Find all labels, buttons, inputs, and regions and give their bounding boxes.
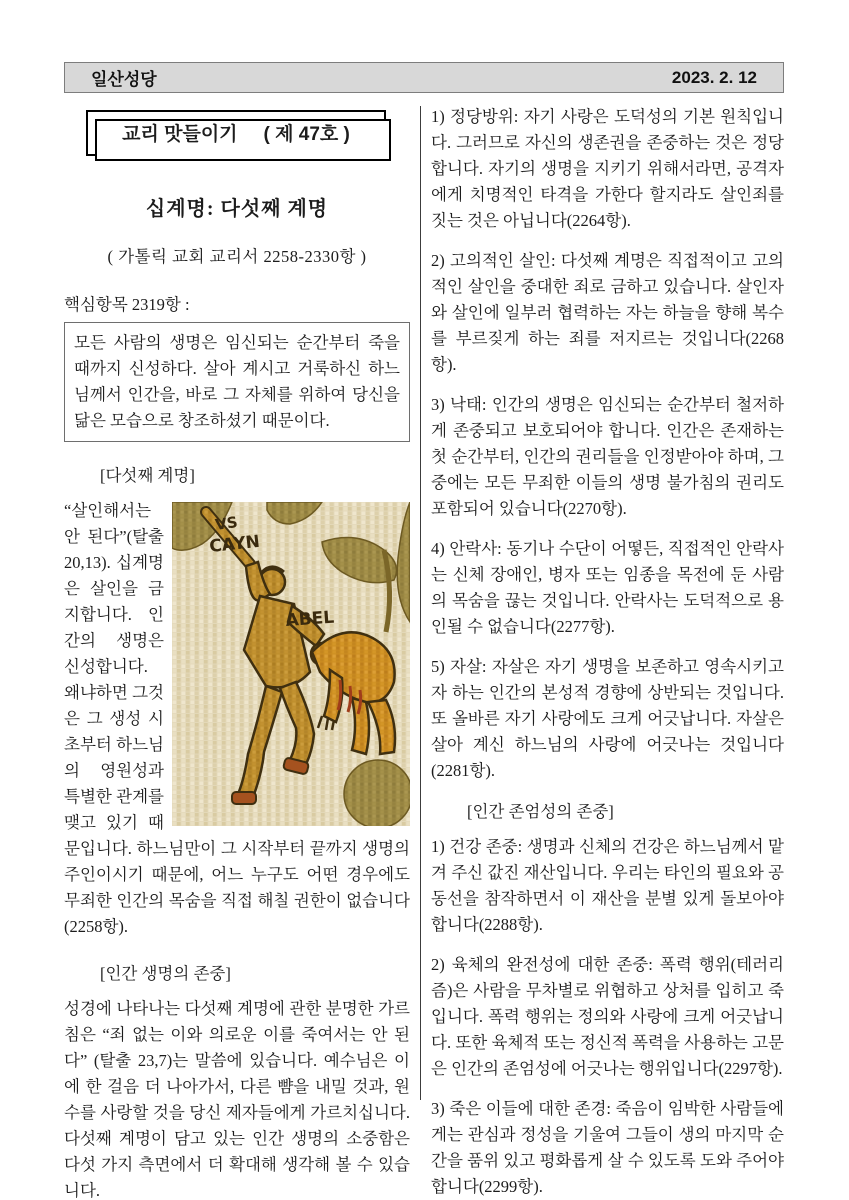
left-column <box>64 104 410 1200</box>
life-item-4: 4) 안락사: 동기나 수단이 어떻든, 직접적인 안락사는 신체 장애인, 병자 또는 임종을 목전에 둔 사람의 목숨을 끊는 것입니다. 안락사는 도덕적으로 용인될 수 없습니다(2277항). <box>431 539 784 636</box>
life-item-5: 5) 자살: 자살은 자기 생명을 보존하고 영속시키고자 하는 인간의 본성적 경향에 상반되는 것입니다. 또 올바른 자기 사랑에도 크게 어긋납니다. 자살은 살아 계신 하느님의 사랑에 어긋나는 것입니다(2281항). <box>431 657 784 780</box>
cain-abel-mosaic-image <box>172 502 410 826</box>
life-item-2: 2) 고의적인 살인: 다섯째 계명은 직접적이고 고의적인 살인을 중대한 죄로 금하고 있습니다. 살인자와 살인에 일부러 협력하는 자는 하늘을 향해 복수를 부르짖게 하는 죄를 저지르는 것입니다(2268항). <box>431 251 784 374</box>
masthead-box <box>86 110 386 156</box>
mosaic-label-abel: ABEL <box>284 607 335 631</box>
issue-date: 2023. 2. 12 <box>671 67 757 87</box>
dignity-item-1: 1) 건강 존중: 생명과 신체의 건강은 하느님께서 맡겨 주신 값진 재산입니다. 우리는 타인의 필요와 공동선을 참작하면서 이 재산을 분별 있게 돌보아야 합니다(2288항). <box>431 837 784 934</box>
life-item-1: 1) 정당방위: 자기 사랑은 도덕성의 기본 원칙입니다. 그러므로 자신의 생존권을 존중하는 것은 정당합니다. 자기의 생명을 지키기 위해서라면, 공격자에게 치명적인 타격을 가한다 할지라도 살인죄를 짓는 것은 아닙니다(2264항). <box>431 107 784 230</box>
key-item-label: 핵심항목 2319항 : <box>64 295 190 314</box>
page-header-bar <box>64 62 784 93</box>
section-header-respect-life: [인간 생명의 존중] <box>100 964 231 983</box>
key-quote-box: 모든 사람의 생명은 임신되는 순간부터 죽을 때까지 신성하다. 살아 계시고 거룩하신 하느님께서 인간을, 바로 그 자체를 위하여 당신을 닮은 모습으로 창조하셨기 때문이다. <box>64 322 410 442</box>
column-divider <box>420 106 421 1100</box>
fifth-commandment-text: “살인해서는 안 된다”(탈출 20,13). 십계명은 살인을 금지합니다. 인간의 생명은 신성합니다. 왜냐하면 그것은 그 생성 시초부터 하느님의 영원성과 특별한 관계를 맺고 있기 때문입니다. 하느님만이 그 시작부터 끝까지 생명의 주인이시기 때문에, 어느 누구도 어떤 경우에도 무죄한 인간의 목숨을 직접 해칠 권한이 없습니다(2258항). <box>64 501 410 936</box>
section-header-human-dignity: [인간 존엄성의 존중] <box>467 802 614 821</box>
fifth-commandment-paragraph <box>64 498 410 940</box>
right-column <box>431 104 784 1200</box>
document-title: 십계명: 다섯째 계명 <box>145 198 329 220</box>
document-subtitle: ( 가톨릭 교회 교리서 2258-2330항 ) <box>107 247 367 266</box>
dignity-item-3: 3) 죽은 이들에 대한 존경: 죽음이 임박한 사람들에게는 관심과 정성을 기울여 그들이 생의 마지막 순간을 품위 있고 평화롭게 살 수 있도록 도와 주어야 합니다(2299항). <box>431 1099 784 1196</box>
masthead-title: 교리 맛들이기 <box>122 124 238 145</box>
life-item-3: 3) 낙태: 인간의 생명은 임신되는 순간부터 철저하게 존중되고 보호되어야 합니다. 인간은 존재하는 첫 순간부터, 인간의 권리들을 인정받아야 하며, 그중에는 모든 무죄한 이들의 생명 불가침의 권리도 포함되어 있습니다(2270항). <box>431 395 784 518</box>
church-name: 일산성당 <box>91 70 157 89</box>
mosaic-label-vs: VS <box>214 513 239 534</box>
masthead-issue-number: ( 제 47호 ) <box>263 124 350 145</box>
two-column-layout <box>64 104 784 1200</box>
respect-life-paragraph: 성경에 나타나는 다섯째 계명에 관한 분명한 가르침은 “죄 없는 이와 의로운 이를 죽여서는 안 된다” (탈출 23,7)는 말씀에 있습니다. 예수님은 이에 한 걸음 더 나아가서, 다른 뺨을 내밀 것과, 원수를 사랑할 것을 당신 제자들에게 가르치십니다. 다섯째 계명이 담고 있는 인간 생명의 소중함은 다섯 가지 측면에서 더 확대해 생각해 볼 수 있습니다. <box>64 999 410 1200</box>
section-header-fifth-commandment: [다섯째 계명] <box>100 466 195 485</box>
dignity-item-2: 2) 육체의 완전성에 대한 존중: 폭력 행위(테러리즘)은 사람을 무차별로 위협하고 상처를 입히고 죽입니다. 폭력 행위는 정의와 사랑에 크게 어긋납니다. 또한 육체적 또는 정신적 폭력을 사용하는 고문은 인간의 존엄성에 어긋나는 행위입니다(2297항). <box>431 955 784 1078</box>
mosaic-label-cain: CAYN <box>208 531 261 557</box>
